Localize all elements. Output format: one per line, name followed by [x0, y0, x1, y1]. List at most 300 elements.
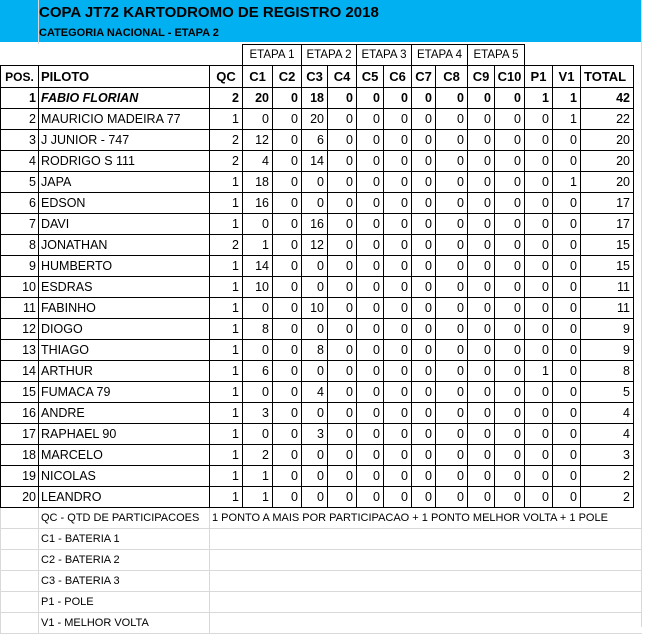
cell-v1: 0: [553, 487, 581, 508]
table-row: [1, 130, 634, 151]
legend-spacer: [1, 550, 39, 571]
cell-c1: 16: [243, 193, 273, 214]
cell-c2: 0: [273, 193, 302, 214]
cell-c10: 0: [495, 319, 525, 340]
cell-c8: 0: [436, 424, 468, 445]
title-banner: [0, 0, 641, 42]
legend-row: [1, 613, 642, 634]
cell-c8: 0: [436, 487, 468, 508]
cell-c2: 0: [273, 487, 302, 508]
cell-pos: 18: [1, 445, 39, 466]
cell-c9: 0: [468, 214, 495, 235]
table-row: [1, 445, 634, 466]
cell-c4: 0: [328, 487, 357, 508]
legend-row: [1, 571, 642, 592]
col-header-c6: C6: [384, 66, 412, 88]
cell-c9: 0: [468, 235, 495, 256]
cell-p1: 0: [525, 193, 553, 214]
cell-qc: 1: [210, 466, 243, 487]
col-header-p1: P1: [525, 66, 553, 88]
cell-c5: 0: [357, 466, 384, 487]
cell-c4: 0: [328, 130, 357, 151]
cell-c10: 0: [495, 193, 525, 214]
cell-piloto: FABINHO: [39, 298, 210, 319]
cell-p1: 0: [525, 445, 553, 466]
cell-c8: 0: [436, 151, 468, 172]
cell-c8: 0: [436, 193, 468, 214]
cell-c7: 0: [412, 403, 436, 424]
cell-piloto: FABIO FLORIAN: [39, 88, 210, 109]
cell-c3: 20: [302, 109, 328, 130]
cell-piloto: FUMACA 79: [39, 382, 210, 403]
cell-p1: 0: [525, 382, 553, 403]
cell-c4: 0: [328, 256, 357, 277]
cell-c8: 0: [436, 382, 468, 403]
col-header-c10: C10: [495, 66, 525, 88]
legend-c3: C3 - BATERIA 3: [39, 571, 210, 592]
cell-pos: 7: [1, 214, 39, 235]
cell-c3: 0: [302, 319, 328, 340]
cell-c9: 0: [468, 172, 495, 193]
col-header-total: TOTAL: [581, 66, 634, 88]
cell-c6: 0: [384, 319, 412, 340]
cell-c8: 0: [436, 361, 468, 382]
cell-c10: 0: [495, 88, 525, 109]
cell-pos: 11: [1, 298, 39, 319]
cell-total: 9: [581, 340, 634, 361]
cell-c3: 6: [302, 130, 328, 151]
cell-c8: 0: [436, 256, 468, 277]
cell-piloto: MARCELO: [39, 445, 210, 466]
cell-c2: 0: [273, 277, 302, 298]
cell-c2: 0: [273, 151, 302, 172]
cell-c1: 20: [243, 88, 273, 109]
cell-c10: 0: [495, 445, 525, 466]
cell-qc: 1: [210, 445, 243, 466]
cell-c5: 0: [357, 277, 384, 298]
cell-c8: 0: [436, 445, 468, 466]
cell-qc: 1: [210, 256, 243, 277]
table-row: [1, 256, 634, 277]
cell-c7: 0: [412, 151, 436, 172]
legend-empty: [210, 613, 642, 634]
cell-piloto: THIAGO: [39, 340, 210, 361]
cell-c8: 0: [436, 214, 468, 235]
cell-c10: 0: [495, 277, 525, 298]
cell-v1: 0: [553, 256, 581, 277]
cell-qc: 2: [210, 88, 243, 109]
cell-p1: 1: [525, 88, 553, 109]
cell-c10: 0: [495, 403, 525, 424]
cell-pos: 15: [1, 382, 39, 403]
cell-c7: 0: [412, 256, 436, 277]
cell-c10: 0: [495, 298, 525, 319]
cell-c4: 0: [328, 340, 357, 361]
cell-c8: 0: [436, 88, 468, 109]
cell-c6: 0: [384, 172, 412, 193]
cell-c9: 0: [468, 151, 495, 172]
cell-c5: 0: [357, 109, 384, 130]
cell-pos: 1: [1, 88, 39, 109]
cell-piloto: ARTHUR: [39, 361, 210, 382]
etapa-spacer: [525, 45, 634, 66]
cell-pos: 4: [1, 151, 39, 172]
cell-c2: 0: [273, 256, 302, 277]
cell-p1: 0: [525, 256, 553, 277]
cell-c6: 0: [384, 277, 412, 298]
table-row: [1, 340, 634, 361]
cell-c8: 0: [436, 298, 468, 319]
cell-c8: 0: [436, 172, 468, 193]
cell-v1: 0: [553, 298, 581, 319]
table-row: [1, 319, 634, 340]
legend-row: [1, 550, 642, 571]
cell-c10: 0: [495, 466, 525, 487]
cell-c6: 0: [384, 487, 412, 508]
cell-c7: 0: [412, 130, 436, 151]
table-row: [1, 487, 634, 508]
cell-piloto: DAVI: [39, 214, 210, 235]
cell-c7: 0: [412, 109, 436, 130]
cell-c5: 0: [357, 235, 384, 256]
cell-p1: 0: [525, 298, 553, 319]
cell-c6: 0: [384, 361, 412, 382]
table-row: [1, 88, 634, 109]
cell-c4: 0: [328, 319, 357, 340]
cell-c10: 0: [495, 130, 525, 151]
cell-pos: 12: [1, 319, 39, 340]
cell-c8: 0: [436, 340, 468, 361]
cell-c4: 0: [328, 382, 357, 403]
legend-row: [1, 529, 642, 550]
cell-c3: 0: [302, 172, 328, 193]
table-row: [1, 214, 634, 235]
table-row: [1, 424, 634, 445]
cell-c10: 0: [495, 214, 525, 235]
col-header-c2: C2: [273, 66, 302, 88]
table-row: [1, 109, 634, 130]
cell-v1: 0: [553, 361, 581, 382]
cell-pos: 20: [1, 487, 39, 508]
cell-c5: 0: [357, 214, 384, 235]
cell-c5: 0: [357, 382, 384, 403]
cell-c7: 0: [412, 445, 436, 466]
col-header-pos: POS.: [1, 66, 39, 88]
etapa-1-header: ETAPA 1: [243, 45, 302, 66]
etapa-5-header: ETAPA 5: [468, 45, 525, 66]
cell-total: 20: [581, 130, 634, 151]
cell-qc: 1: [210, 487, 243, 508]
cell-v1: 1: [553, 88, 581, 109]
cell-c5: 0: [357, 88, 384, 109]
cell-c1: 3: [243, 403, 273, 424]
cell-c3: 0: [302, 361, 328, 382]
cell-p1: 0: [525, 424, 553, 445]
cell-c5: 0: [357, 340, 384, 361]
cell-c6: 0: [384, 109, 412, 130]
etapa-spacer: [1, 45, 243, 66]
cell-c6: 0: [384, 298, 412, 319]
cell-piloto: RODRIGO S 111: [39, 151, 210, 172]
cell-c2: 0: [273, 298, 302, 319]
cell-c9: 0: [468, 340, 495, 361]
cell-total: 4: [581, 403, 634, 424]
cell-c4: 0: [328, 361, 357, 382]
cell-c4: 0: [328, 151, 357, 172]
cell-c2: 0: [273, 109, 302, 130]
cell-c3: 16: [302, 214, 328, 235]
cell-pos: 2: [1, 109, 39, 130]
legend-empty: [210, 529, 642, 550]
cell-c5: 0: [357, 256, 384, 277]
legend-spacer: [1, 571, 39, 592]
cell-c9: 0: [468, 424, 495, 445]
cell-piloto: NICOLAS: [39, 466, 210, 487]
cell-v1: 0: [553, 466, 581, 487]
cell-v1: 0: [553, 130, 581, 151]
cell-c1: 1: [243, 466, 273, 487]
cell-c7: 0: [412, 235, 436, 256]
cell-qc: 1: [210, 340, 243, 361]
cell-c2: 0: [273, 466, 302, 487]
cell-c4: 0: [328, 235, 357, 256]
cell-c8: 0: [436, 235, 468, 256]
cell-c4: 0: [328, 298, 357, 319]
legend-empty: [210, 550, 642, 571]
cell-p1: 0: [525, 235, 553, 256]
cell-piloto: JONATHAN: [39, 235, 210, 256]
cell-c5: 0: [357, 172, 384, 193]
cell-c2: 0: [273, 172, 302, 193]
cell-c10: 0: [495, 151, 525, 172]
cell-c1: 0: [243, 340, 273, 361]
cell-total: 22: [581, 109, 634, 130]
cell-c2: 0: [273, 382, 302, 403]
cell-total: 5: [581, 382, 634, 403]
cell-c6: 0: [384, 382, 412, 403]
col-header-c4: C4: [328, 66, 357, 88]
cell-v1: 0: [553, 319, 581, 340]
cell-p1: 0: [525, 109, 553, 130]
cell-c9: 0: [468, 130, 495, 151]
cell-c2: 0: [273, 214, 302, 235]
cell-c7: 0: [412, 382, 436, 403]
cell-c1: 10: [243, 277, 273, 298]
cell-p1: 0: [525, 487, 553, 508]
cell-c3: 0: [302, 487, 328, 508]
legend-points-rule: 1 PONTO A MAIS POR PARTICIPACAO + 1 PONTO MELHOR VOLTA + 1 POLE: [210, 508, 642, 529]
cell-p1: 0: [525, 130, 553, 151]
cell-c9: 0: [468, 361, 495, 382]
cell-total: 17: [581, 193, 634, 214]
cell-c3: 4: [302, 382, 328, 403]
cell-total: 3: [581, 445, 634, 466]
cell-total: 11: [581, 298, 634, 319]
table-row: [1, 172, 634, 193]
cell-v1: 0: [553, 151, 581, 172]
cell-p1: 0: [525, 214, 553, 235]
cell-c9: 0: [468, 319, 495, 340]
cell-c9: 0: [468, 466, 495, 487]
legend-qc: QC - QTD DE PARTICIPACOES: [39, 508, 210, 529]
cell-c9: 0: [468, 256, 495, 277]
cell-c4: 0: [328, 88, 357, 109]
legend-c2: C2 - BATERIA 2: [39, 550, 210, 571]
cell-c2: 0: [273, 319, 302, 340]
cell-qc: 1: [210, 382, 243, 403]
cell-c8: 0: [436, 109, 468, 130]
cell-c1: 1: [243, 487, 273, 508]
table-row: [1, 403, 634, 424]
cell-c10: 0: [495, 361, 525, 382]
cell-total: 17: [581, 214, 634, 235]
cell-c7: 0: [412, 466, 436, 487]
cell-c4: 0: [328, 445, 357, 466]
col-header-c3: C3: [302, 66, 328, 88]
cell-piloto: ESDRAS: [39, 277, 210, 298]
legend-spacer: [1, 508, 39, 529]
cell-total: 15: [581, 235, 634, 256]
cell-qc: 1: [210, 403, 243, 424]
cell-pos: 16: [1, 403, 39, 424]
cell-qc: 1: [210, 424, 243, 445]
cell-piloto: JAPA: [39, 172, 210, 193]
cell-c6: 0: [384, 256, 412, 277]
cell-pos: 14: [1, 361, 39, 382]
cell-c4: 0: [328, 424, 357, 445]
cell-total: 11: [581, 277, 634, 298]
cell-c4: 0: [328, 193, 357, 214]
col-header-c8: C8: [436, 66, 468, 88]
cell-qc: 1: [210, 277, 243, 298]
col-header-c9: C9: [468, 66, 495, 88]
cell-pos: 17: [1, 424, 39, 445]
cell-c9: 0: [468, 382, 495, 403]
legend-spacer: [1, 592, 39, 613]
legend-p1: P1 - POLE: [39, 592, 210, 613]
column-header-row: [1, 66, 634, 88]
cell-c2: 0: [273, 424, 302, 445]
table-row: [1, 298, 634, 319]
table-row: [1, 466, 634, 487]
cell-c7: 0: [412, 340, 436, 361]
cell-p1: 0: [525, 277, 553, 298]
cell-c6: 0: [384, 130, 412, 151]
cell-c6: 0: [384, 151, 412, 172]
cell-c1: 6: [243, 361, 273, 382]
cell-c1: 12: [243, 130, 273, 151]
cell-c9: 0: [468, 298, 495, 319]
cell-c1: 0: [243, 214, 273, 235]
cell-p1: 0: [525, 466, 553, 487]
cell-c1: 18: [243, 172, 273, 193]
table-row: [1, 235, 634, 256]
cell-pos: 10: [1, 277, 39, 298]
cell-c9: 0: [468, 403, 495, 424]
col-header-c5: C5: [357, 66, 384, 88]
cell-v1: 1: [553, 109, 581, 130]
cell-c4: 0: [328, 466, 357, 487]
cell-c5: 0: [357, 193, 384, 214]
cell-c2: 0: [273, 130, 302, 151]
legend-c1: C1 - BATERIA 1: [39, 529, 210, 550]
cell-qc: 1: [210, 172, 243, 193]
cell-c10: 0: [495, 340, 525, 361]
cell-c10: 0: [495, 424, 525, 445]
cell-total: 9: [581, 319, 634, 340]
cell-total: 20: [581, 151, 634, 172]
legend-spacer: [1, 529, 39, 550]
legend-row: [1, 592, 642, 613]
cell-v1: 0: [553, 382, 581, 403]
cell-c8: 0: [436, 466, 468, 487]
cell-qc: 2: [210, 130, 243, 151]
table-row: [1, 361, 634, 382]
cell-c3: 12: [302, 235, 328, 256]
cell-c1: 0: [243, 424, 273, 445]
cell-v1: 0: [553, 277, 581, 298]
cell-c3: 18: [302, 88, 328, 109]
legend-block: [0, 508, 642, 634]
cell-c3: 0: [302, 256, 328, 277]
cell-c3: 0: [302, 445, 328, 466]
cell-piloto: J JUNIOR - 747: [39, 130, 210, 151]
cell-total: 8: [581, 361, 634, 382]
cell-v1: 0: [553, 235, 581, 256]
cell-piloto: HUMBERTO: [39, 256, 210, 277]
cell-piloto: LEANDRO: [39, 487, 210, 508]
cell-c9: 0: [468, 109, 495, 130]
cell-piloto: ANDRE: [39, 403, 210, 424]
cell-c2: 0: [273, 445, 302, 466]
cell-c6: 0: [384, 193, 412, 214]
cell-c9: 0: [468, 445, 495, 466]
cell-piloto: MAURICIO MADEIRA 77: [39, 109, 210, 130]
cell-c5: 0: [357, 361, 384, 382]
cell-qc: 1: [210, 361, 243, 382]
cell-c2: 0: [273, 403, 302, 424]
col-header-qc: QC: [210, 66, 243, 88]
cell-c6: 0: [384, 424, 412, 445]
cell-c6: 0: [384, 340, 412, 361]
cell-c5: 0: [357, 151, 384, 172]
cell-c7: 0: [412, 172, 436, 193]
standings-table: [0, 44, 634, 508]
cell-c7: 0: [412, 193, 436, 214]
cell-c4: 0: [328, 109, 357, 130]
cell-c10: 0: [495, 172, 525, 193]
cell-c2: 0: [273, 340, 302, 361]
cell-v1: 0: [553, 214, 581, 235]
cell-c4: 0: [328, 214, 357, 235]
cell-c5: 0: [357, 424, 384, 445]
cell-c5: 0: [357, 319, 384, 340]
cell-c8: 0: [436, 130, 468, 151]
cell-c1: 8: [243, 319, 273, 340]
standings-body: [1, 88, 634, 508]
cell-c10: 0: [495, 382, 525, 403]
etapa-header-row: [1, 45, 634, 66]
cell-c3: 8: [302, 340, 328, 361]
cell-p1: 0: [525, 151, 553, 172]
cell-total: 2: [581, 487, 634, 508]
cell-c7: 0: [412, 424, 436, 445]
cell-p1: 0: [525, 340, 553, 361]
cell-qc: 1: [210, 193, 243, 214]
cell-c7: 0: [412, 88, 436, 109]
table-row: [1, 193, 634, 214]
cell-c1: 0: [243, 382, 273, 403]
